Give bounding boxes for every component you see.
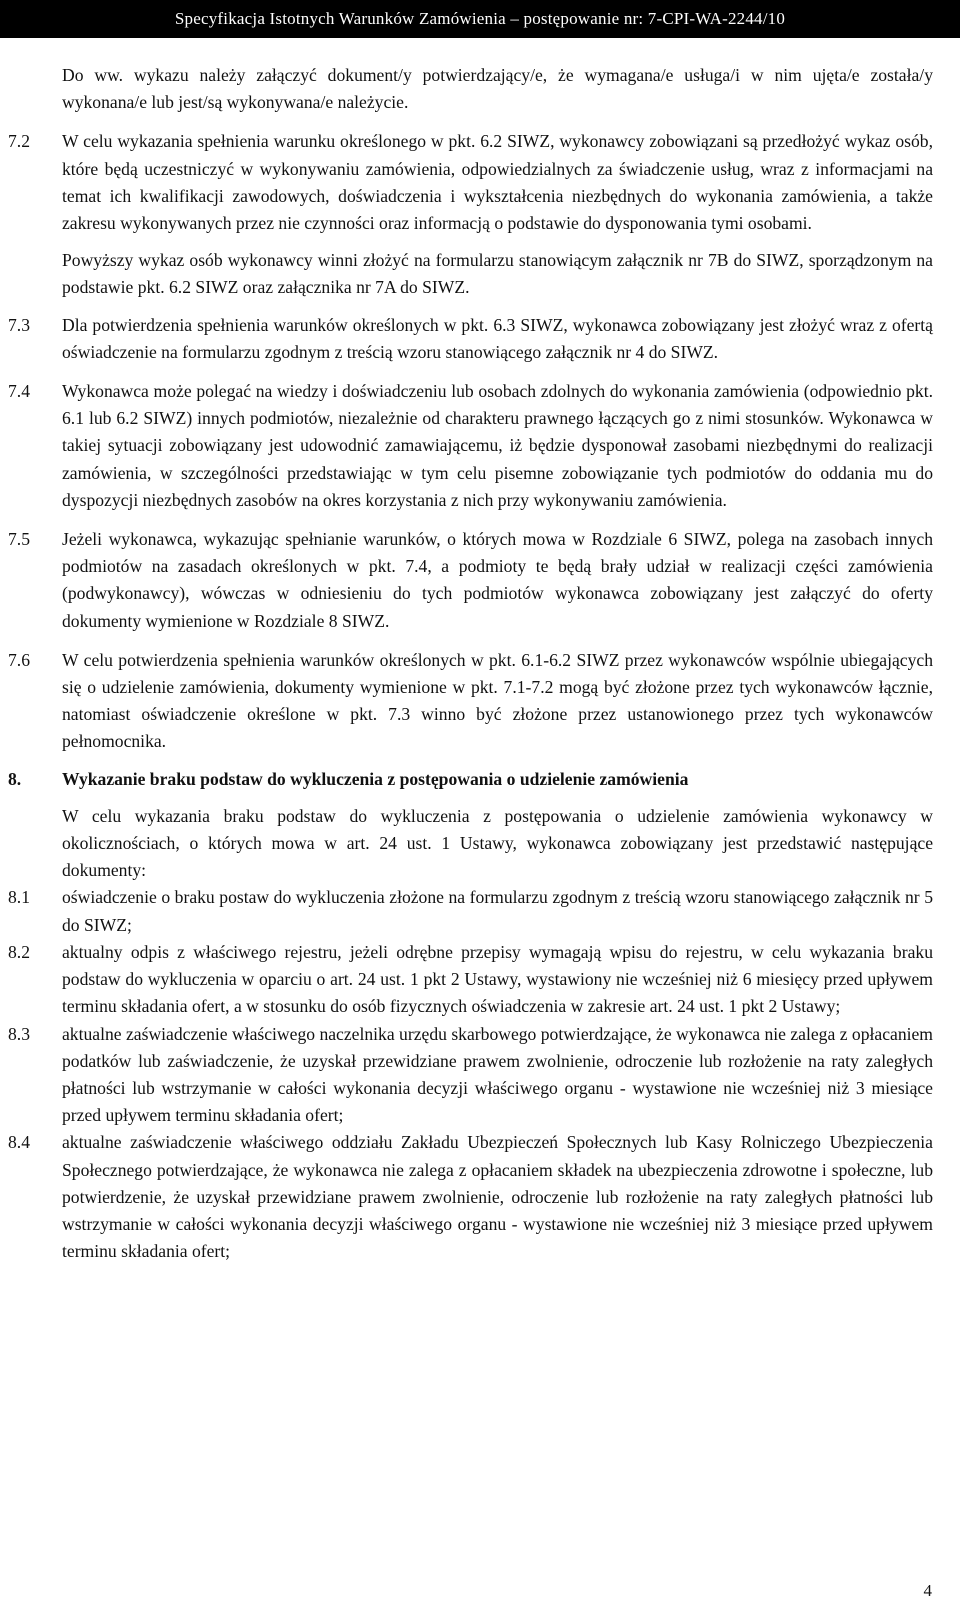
section-text: W celu potwierdzenia spełnienia warunków określonych w pkt. 6.1-6.2 SIWZ przez wykonawców wspólnie ubiegających się o udzielenie zamówienia, dokumenty wymienione w pkt. 7.1-7.2 mogą być złożone przez tych wykonawców łącznie, natomiast oświadczenie określone w pkt. 7.3 winno być złożone przez ustanowionego przez tych wykonawców pełnomocnika. (62, 649, 933, 752)
section-number: 7.5 (8, 529, 30, 550)
section-text: Dla potwierdzenia spełnienia warunków określonych w pkt. 6.3 SIWZ, wykonawca zobowiązany jest złożyć wraz z ofertą oświadczenie na formularzu zgodnym z treścią wzoru stanowiącego załącznik nr 4 do SIWZ. (62, 314, 933, 362)
section-7-2 (0, 128, 960, 301)
header-title: Specyfikacja Istotnych Warunków Zamówienia – postępowanie nr: 7-CPI-WA-2244/10 (174, 9, 786, 28)
document-body (0, 62, 960, 1265)
section-text: aktualne zaświadczenie właściwego naczelnika urzędu skarbowego potwierdzające, że wykonawca nie zalega z opłacaniem podatków lub zaświadczenie, że uzyskał przewidziane prawem zwolnienie, odroczenie lub rozłożenie na raty zaległych płatności lub wstrzymanie w całości wykonania decyzji właściwego organu - wystawione nie wcześniej niż 3 miesiące przed upływem terminu składania ofert; (62, 1023, 933, 1126)
section-heading: Wykazanie braku podstaw do wykluczenia z postępowania o udzielenie zamówienia (62, 768, 689, 789)
section-number: 7.3 (8, 314, 30, 335)
section-8-3 (0, 1021, 960, 1130)
section-text: aktualne zaświadczenie właściwego oddziału Zakładu Ubezpieczeń Społecznych lub Kasy Rolniczego Ubezpieczenia Społecznego potwierdzające, że wykonawca nie zalega z opłacaniem składek na ubezpieczenia zdrowotne i społeczne, lub potwierdzenie, że uzyskał przewidziane prawem zwolnienie, odroczenie lub rozłożenie na raty zaległych płatności lub wstrzymanie w całości wykonania decyzji właściwego organu - wystawione nie wcześniej niż 3 miesiące przed upływem terminu składania ofert; (62, 1132, 933, 1262)
section-8-2 (0, 939, 960, 1021)
section-text-continued: Powyższy wykaz osób wykonawcy winni złożyć na formularzu stanowiącym załącznik nr 7B do SIWZ, sporządzonym na podstawie pkt. 6.2 SIWZ oraz załącznika nr 7A do SIWZ. (62, 250, 933, 298)
page-number: 4 (923, 1581, 932, 1600)
section-7-3 (0, 312, 960, 366)
section-8 (0, 766, 960, 885)
section-7-4 (0, 378, 960, 514)
section-number: 8.1 (8, 887, 30, 908)
page-header (0, 0, 960, 38)
section-number: 7.4 (8, 381, 30, 402)
section-number: 8.4 (8, 1132, 30, 1153)
section-7-6 (0, 647, 960, 756)
section-number: 8. (8, 768, 22, 789)
intro-paragraph: Do ww. wykazu należy załączyć dokument/y potwierdzający/e, że wymagana/e usługa/i w nim ujęta/e została/y wykonana/e lub jest/są wykonywana/e należycie. (62, 65, 933, 113)
section-number: 7.2 (8, 131, 30, 152)
section-8-4 (0, 1129, 960, 1265)
section-text: aktualny odpis z właściwego rejestru, jeżeli odrębne przepisy wymagają wpisu do rejestru, w celu wykazania braku podstaw do wykluczenia w oparciu o art. 24 ust. 1 pkt 2 Ustawy, wystawiony nie wcześniej niż 6 miesięcy przed upływem terminu składania ofert, a w stosunku do osób fizycznych oświadczenia w zakresie art. 24 ust. 1 pkt 2 Ustawy; (62, 941, 933, 1017)
section-text: Jeżeli wykonawca, wykazując spełnianie warunków, o których mowa w Rozdziale 6 SIWZ, polega na zasobach innych podmiotów na zasadach określonych w pkt. 7.4, a podmioty te będą brały udział w realizacji części zamówienia (podwykonawcy), wówczas w odniesieniu do tych podmiotów wykonawca zobowiązany jest załączyć do oferty dokumenty wymienione w Rozdziale 8 SIWZ. (62, 529, 933, 631)
section-number: 8.2 (8, 941, 30, 962)
section-text: oświadczenie o braku postaw do wykluczenia złożone na formularzu zgodnym z treścią wzoru stanowiącego załącznik nr 5 do SIWZ; (62, 887, 933, 935)
section-7-5 (0, 526, 960, 635)
section-number: 8.3 (8, 1023, 30, 1044)
section-number: 7.6 (8, 649, 30, 670)
section-text: Wykonawca może polegać na wiedzy i doświadczeniu lub osobach zdolnych do wykonania zamówienia (odpowiednio pkt. 6.1 lub 6.2 SIWZ) innych podmiotów, niezależnie od charakteru prawnego łączących go z nimi stosunków. Wykonawca w takiej sytuacji zobowiązany jest udowodnić zamawiającemu, iż będzie dysponował zasobami niezbędnymi do realizacji zamówienia, w szczególności przedstawiając w tym celu pisemne zobowiązanie tych podmiotów do oddania mu do dyspozycji niezbędnych zasobów na okres korzystania z nich przy wykonywaniu zamówienia. (62, 381, 933, 510)
section-intro: W celu wykazania braku podstaw do wykluczenia z postępowania o udzielenie zamówienia wykonawcy w okolicznościach, o których mowa w art. 24 ust. 1 Ustawy, wykonawca zobowiązany jest przedstawić następujące dokumenty: (62, 805, 933, 881)
section-text: W celu wykazania spełnienia warunku określonego w pkt. 6.2 SIWZ, wykonawcy zobowiązani są przedłożyć wykaz osób, które będą uczestniczyć w wykonywaniu zamówienia, odpowiedzialnych za świadczenie usług, wraz z informacjami na temat ich kwalifikacji zawodowych, doświadczenia i wykształcenia niezbędnych do wykonania zamówienia, a także zakresu wykonywanych przez nie czynności oraz informacją o podstawie do dysponowania tymi osobami. (62, 131, 933, 234)
section-8-1 (0, 884, 960, 938)
